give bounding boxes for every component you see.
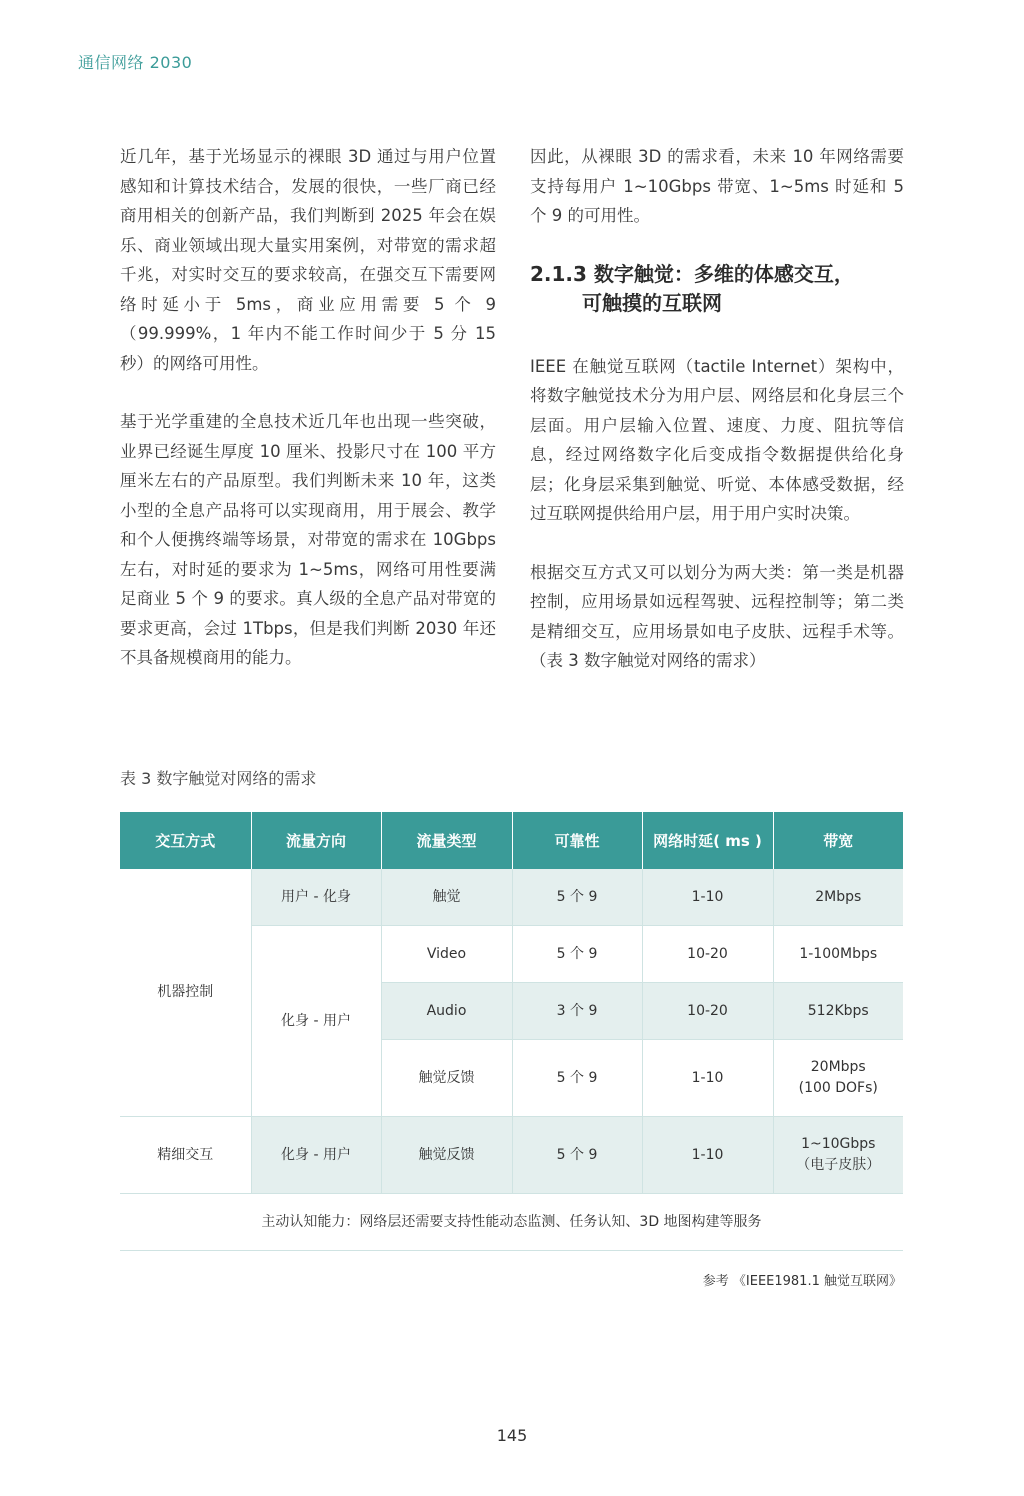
reliability-cell: 5 个 9 [512, 926, 642, 983]
type-cell: Audio [381, 983, 512, 1040]
paragraph-3d-summary: 因此，从裸眼 3D 的需求看，未来 10 年网络需要支持每用户 1~10Gbps 带宽、1~5ms 时延和 5 个 9 的可用性。 [530, 147, 904, 225]
table-row [120, 869, 903, 926]
group-machine-control: 机器控制 [120, 869, 251, 1117]
running-header: 通信网络 2030 [78, 53, 193, 72]
header-latency: 网络时延( ms ) [642, 812, 773, 869]
latency-cell: 10-20 [642, 983, 773, 1040]
latency-cell: 1-10 [642, 869, 773, 926]
bandwidth-cell [773, 1040, 903, 1117]
section-heading-line-1: 2.1.3 数字触觉：多维的体感交互， [530, 261, 854, 286]
section-heading-line-2: 可触摸的互联网 [582, 290, 722, 315]
reliability-cell: 5 个 9 [512, 869, 642, 926]
type-cell: Video [381, 926, 512, 983]
right-column [530, 142, 904, 705]
paragraph-interaction-types: 根据交互方式又可以划分为两大类：第一类是机器控制，应用场景如远程驾驶、远程控制等；第二类是精细交互，应用场景如电子皮肤、远程手术等。（表 3 数字触觉对网络的需求） [530, 562, 904, 670]
reliability-cell: 5 个 9 [512, 1040, 642, 1117]
paragraph-holography: 基于光学重建的全息技术近几年也出现一些突破，业界已经诞生厚度 10 厘米、投影尺寸在 100 平方厘米左右的产品原型。我们判断未来 10 年，这类小型的全息产品将可以实现商用，用于展会、教学和个人便携终端等场景，对带宽的需求在 10Gbps 左右，对时延的要求为 1~5ms，网络可用性要满足商业 5 个 9 的要求。真人级的全息产品对带宽的要求更高，会过 1Tbps，但是我们判断 2030 年还不具备规模商用的能力。 [120, 412, 496, 667]
page-number: 145 [496, 1426, 528, 1445]
bandwidth-note: (100 DOFs) [798, 1080, 878, 1096]
header-traffic-type: 流量类型 [381, 812, 512, 869]
header-reliability: 可靠性 [512, 812, 642, 869]
bandwidth-cell [773, 1117, 903, 1194]
bandwidth-cell: 512Kbps [773, 983, 903, 1040]
paragraph-ieee-tactile: IEEE 在触觉互联网（tactile Internet）架构中，将数字触觉技术分为用户层、网络层和化身层三个层面。用户层输入位置、速度、力度、阻抗等信息，经过网络数字化后变成指令数据提供给化身层；化身层采集到触觉、听觉、本体感受数据，经过互联网提供给用户层，用于用户实时决策。 [530, 356, 904, 523]
reliability-cell: 5 个 9 [512, 1117, 642, 1194]
bandwidth-cell: 1-100Mbps [773, 926, 903, 983]
table-row [120, 1117, 903, 1194]
bandwidth-note: （电子皮肤） [796, 1157, 881, 1173]
direction-cell: 化身 - 用户 [251, 1117, 381, 1194]
bandwidth-value: 1~10Gbps [801, 1136, 876, 1152]
table-footnote: 主动认知能力：网络层还需要支持性能动态监测、任务认知、3D 地图构建等服务 [120, 1194, 903, 1251]
group-fine-interaction: 精细交互 [120, 1117, 251, 1194]
left-column [120, 142, 496, 702]
table-header-row [120, 812, 903, 869]
reliability-cell: 3 个 9 [512, 983, 642, 1040]
section-heading-2-1-3 [530, 260, 904, 318]
header-interaction-mode: 交互方式 [120, 812, 251, 869]
table-caption: 表 3 数字触觉对网络的需求 [120, 769, 317, 788]
direction-cell: 化身 - 用户 [251, 926, 381, 1117]
type-cell: 触觉反馈 [381, 1117, 512, 1194]
reference-note: 参考 《IEEE1981.1 触觉互联网》 [702, 1274, 902, 1289]
latency-cell: 1-10 [642, 1040, 773, 1117]
header-traffic-direction: 流量方向 [251, 812, 381, 869]
paragraph-glasses-free-3d: 近几年，基于光场显示的裸眼 3D 通过与用户位置感知和计算技术结合，发展的很快，一些厂商已经商用相关的创新产品，我们判断到 2025 年会在娱乐、商业领域出现大量实用案例，对带宽的需求超千兆，对实时交互的要求较高，在强交互下需要网络时延小于 5ms，商业应用需要 5 个 9（99.999%，1 年内不能工作时间少于 5 分 15 秒）的网络可用性。 [120, 147, 496, 373]
latency-cell: 10-20 [642, 926, 773, 983]
tactile-requirements-table [120, 812, 903, 1251]
type-cell: 触觉反馈 [381, 1040, 512, 1117]
header-bandwidth: 带宽 [773, 812, 903, 869]
bandwidth-value: 20Mbps [810, 1059, 866, 1075]
type-cell: 触觉 [381, 869, 512, 926]
bandwidth-cell: 2Mbps [773, 869, 903, 926]
table-footnote-row [120, 1194, 903, 1251]
latency-cell: 1-10 [642, 1117, 773, 1194]
direction-cell: 用户 - 化身 [251, 869, 381, 926]
